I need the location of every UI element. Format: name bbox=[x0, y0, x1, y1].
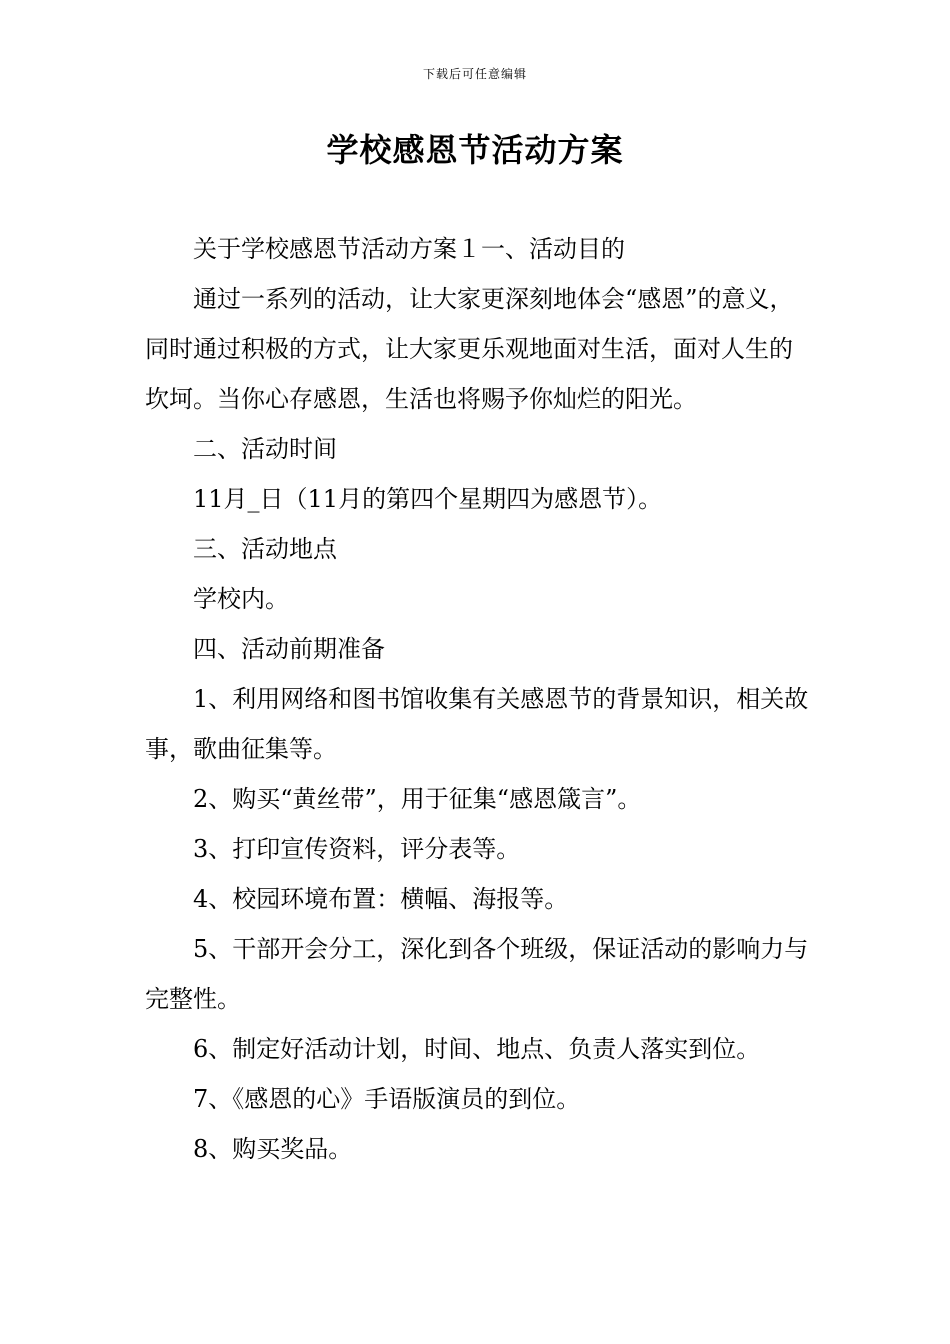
list-item: 4、校园环境布置：横幅、海报等。 bbox=[193, 885, 569, 913]
list-item: 5、干部开会分工，深化到各个班级，保证活动的影响力与完整性。 bbox=[145, 935, 809, 1013]
list-item: 8、购买奖品。 bbox=[193, 1135, 353, 1163]
list-item: 3、打印宣传资料，评分表等。 bbox=[193, 835, 521, 863]
paragraph-time: 11月_日（11月的第四个星期四为感恩节）。 bbox=[193, 485, 663, 513]
paragraph-purpose: 通过一系列的活动，让大家更深刻地体会“感恩”的意义，同时通过积极的方式，让大家更乐观地面对生活，面对人生的坎坷。当你心存感恩，生活也将赐予你灿烂的阳光。 bbox=[145, 285, 794, 413]
section-heading-preparation: 四、活动前期准备 bbox=[193, 635, 385, 663]
page-title: 学校感恩节活动方案 bbox=[326, 131, 624, 169]
list-item: 1、利用网络和图书馆收集有关感恩节的背景知识，相关故事，歌曲征集等。 bbox=[145, 685, 809, 763]
paragraph-location: 学校内。 bbox=[193, 585, 289, 613]
list-item: 7、《感恩的心》手语版演员的到位。 bbox=[193, 1085, 581, 1113]
list-item: 6、制定好活动计划，时间、地点、负责人落实到位。 bbox=[193, 1035, 761, 1063]
list-item: 2、购买“黄丝带”，用于征集“感恩箴言”。 bbox=[193, 785, 642, 813]
header-note: 下载后可任意编辑 bbox=[422, 67, 527, 81]
document-body bbox=[145, 224, 810, 1174]
section-heading-time: 二、活动时间 bbox=[193, 435, 337, 463]
paragraph-intro: 关于学校感恩节活动方案１一、活动目的 bbox=[193, 235, 625, 263]
section-heading-location: 三、活动地点 bbox=[193, 535, 337, 563]
